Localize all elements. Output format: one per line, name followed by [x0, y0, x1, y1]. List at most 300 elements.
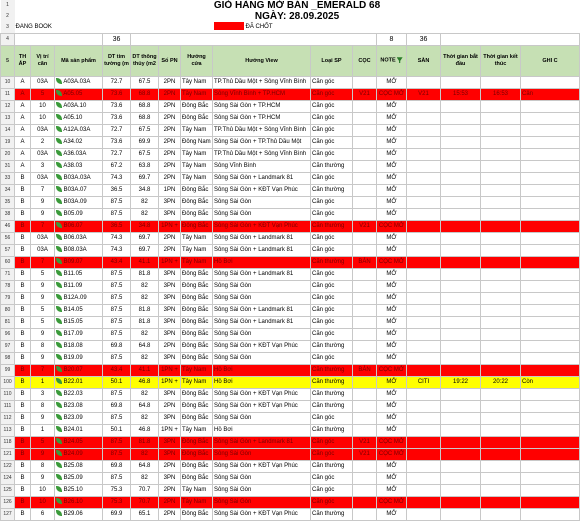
table-cell[interactable]: [521, 269, 580, 281]
table-cell[interactable]: [441, 509, 481, 521]
table-cell[interactable]: 8: [31, 461, 55, 473]
table-cell[interactable]: [521, 173, 580, 185]
table-cell[interactable]: Sông Sài Gòn + KĐT Vạn Phúc: [213, 221, 311, 233]
table-cell[interactable]: MỞ: [377, 353, 407, 365]
table-cell[interactable]: [481, 185, 521, 197]
table-cell[interactable]: [55, 77, 103, 89]
table-cell[interactable]: 82: [131, 197, 159, 209]
table-cell[interactable]: Căn góc: [311, 245, 353, 257]
table-cell[interactable]: [521, 293, 580, 305]
table-cell[interactable]: [521, 161, 580, 173]
row-header[interactable]: 5: [1, 46, 15, 77]
table-cell[interactable]: MỞ: [377, 509, 407, 521]
row-header[interactable]: 121: [1, 449, 15, 461]
table-cell[interactable]: [441, 185, 481, 197]
table-cell[interactable]: [521, 425, 580, 437]
table-cell[interactable]: [441, 137, 481, 149]
table-cell[interactable]: [481, 101, 521, 113]
table-cell[interactable]: [407, 413, 441, 425]
table-cell[interactable]: Còn: [521, 377, 580, 389]
table-cell[interactable]: 3PN: [159, 317, 181, 329]
table-cell[interactable]: [481, 413, 521, 425]
table-cell[interactable]: [407, 425, 441, 437]
table-cell[interactable]: Căn góc: [311, 305, 353, 317]
row-header[interactable]: 118: [1, 437, 15, 449]
table-cell[interactable]: [481, 329, 521, 341]
table-cell[interactable]: 43.4: [103, 365, 131, 377]
table-cell[interactable]: [407, 185, 441, 197]
table-cell[interactable]: [353, 497, 377, 509]
column-header[interactable]: [181, 46, 213, 77]
table-cell[interactable]: 50.1: [103, 425, 131, 437]
table-cell[interactable]: [407, 317, 441, 329]
column-header[interactable]: [311, 46, 353, 77]
table-cell[interactable]: Tây Nam: [181, 245, 213, 257]
table-cell[interactable]: 69.9: [131, 137, 159, 149]
table-cell[interactable]: 3PN: [159, 305, 181, 317]
table-cell[interactable]: Sông Sài Gòn + Landmark 81: [213, 245, 311, 257]
table-cell[interactable]: Tây Nam: [181, 425, 213, 437]
table-cell[interactable]: [55, 197, 103, 209]
table-cell[interactable]: 2PN: [159, 485, 181, 497]
table-cell[interactable]: [521, 149, 580, 161]
table-cell[interactable]: 73.6: [103, 137, 131, 149]
table-cell[interactable]: [481, 365, 521, 377]
table-cell[interactable]: 8: [31, 401, 55, 413]
table-cell[interactable]: [353, 233, 377, 245]
table-cell[interactable]: [55, 293, 103, 305]
table-cell[interactable]: Đông Bắc: [181, 449, 213, 461]
table-cell[interactable]: Sông Sài Gòn + KĐT Vạn Phúc: [213, 461, 311, 473]
table-cell[interactable]: Đông Bắc: [181, 353, 213, 365]
table-cell[interactable]: [353, 425, 377, 437]
table-cell[interactable]: Căn góc: [311, 125, 353, 137]
table-cell[interactable]: 75.3: [103, 485, 131, 497]
table-cell[interactable]: Tây Nam: [181, 161, 213, 173]
table-cell[interactable]: 10: [31, 113, 55, 125]
table-cell[interactable]: [441, 173, 481, 185]
table-cell[interactable]: B: [15, 293, 31, 305]
table-cell[interactable]: MỞ: [377, 473, 407, 485]
table-cell[interactable]: 7: [31, 365, 55, 377]
table-cell[interactable]: 73.6: [103, 113, 131, 125]
table-cell[interactable]: [407, 485, 441, 497]
table-cell[interactable]: Đông Bắc: [181, 185, 213, 197]
table-cell[interactable]: [55, 317, 103, 329]
table-cell[interactable]: 69.8: [103, 461, 131, 473]
table-cell[interactable]: MỞ: [377, 209, 407, 221]
table-cell[interactable]: [481, 197, 521, 209]
row-header[interactable]: 19: [1, 137, 15, 149]
table-cell[interactable]: [441, 305, 481, 317]
table-cell[interactable]: [521, 137, 580, 149]
table-cell[interactable]: [481, 497, 521, 509]
row-header[interactable]: 99: [1, 365, 15, 377]
row-header[interactable]: 125: [1, 485, 15, 497]
table-cell[interactable]: 2PN: [159, 149, 181, 161]
table-cell[interactable]: [521, 401, 580, 413]
table-cell[interactable]: 82: [131, 413, 159, 425]
table-cell[interactable]: 2PN: [159, 245, 181, 257]
table-cell[interactable]: Đông Bắc: [181, 461, 213, 473]
table-cell[interactable]: 64.8: [131, 401, 159, 413]
table-cell[interactable]: Sông Sài Gòn: [213, 281, 311, 293]
table-cell[interactable]: 68.8: [131, 113, 159, 125]
table-cell[interactable]: 65.1: [131, 509, 159, 521]
table-cell[interactable]: [441, 125, 481, 137]
table-cell[interactable]: Sông Sài Gòn + TP.HCM: [213, 113, 311, 125]
table-cell[interactable]: 2PN: [159, 89, 181, 101]
table-cell[interactable]: MỞ: [377, 101, 407, 113]
table-cell[interactable]: [481, 173, 521, 185]
column-header[interactable]: [159, 46, 181, 77]
table-cell[interactable]: Tây Nam: [181, 497, 213, 509]
table-cell[interactable]: MỞ: [377, 173, 407, 185]
table-cell[interactable]: [481, 113, 521, 125]
row-header[interactable]: 124: [1, 473, 15, 485]
table-cell[interactable]: Căn góc: [311, 197, 353, 209]
table-cell[interactable]: TP.Thủ Dầu Một + Sông Vĩnh Bình: [213, 149, 311, 161]
table-cell[interactable]: MỞ: [377, 305, 407, 317]
table-cell[interactable]: [353, 113, 377, 125]
table-cell[interactable]: CỌC MỞ: [377, 221, 407, 233]
table-cell[interactable]: Căn thường: [311, 425, 353, 437]
table-cell[interactable]: Sông Sài Gòn + TP.Thủ Dầu Một: [213, 137, 311, 149]
table-cell[interactable]: 87.5: [103, 305, 131, 317]
table-cell[interactable]: Căn góc: [311, 101, 353, 113]
table-cell[interactable]: Hồ Bơi: [213, 257, 311, 269]
column-header[interactable]: [31, 46, 55, 77]
table-cell[interactable]: [481, 425, 521, 437]
table-cell[interactable]: 5: [31, 317, 55, 329]
table-cell[interactable]: MỞ: [377, 281, 407, 293]
table-cell[interactable]: [353, 137, 377, 149]
table-cell[interactable]: 72.7: [103, 77, 131, 89]
table-cell[interactable]: MỞ: [377, 77, 407, 89]
table-cell[interactable]: Sông Sài Gòn + KĐT Vạn Phúc: [213, 401, 311, 413]
table-cell[interactable]: 67.5: [131, 77, 159, 89]
column-header[interactable]: [481, 46, 521, 77]
table-cell[interactable]: MỞ: [377, 161, 407, 173]
table-cell[interactable]: Sông Sài Gòn + KĐT Vạn Phúc: [213, 389, 311, 401]
table-cell[interactable]: [441, 209, 481, 221]
table-cell[interactable]: Sông Vĩnh Bình: [213, 161, 311, 173]
row-header[interactable]: 20: [1, 149, 15, 161]
row-header[interactable]: 80: [1, 305, 15, 317]
table-cell[interactable]: [441, 425, 481, 437]
table-cell[interactable]: [481, 149, 521, 161]
column-header[interactable]: [521, 46, 580, 77]
table-cell[interactable]: 2PN: [159, 461, 181, 473]
table-cell[interactable]: 69.8: [103, 401, 131, 413]
table-cell[interactable]: [55, 389, 103, 401]
table-cell[interactable]: 3PN: [159, 389, 181, 401]
table-cell[interactable]: [521, 209, 580, 221]
table-cell[interactable]: 16:53: [481, 89, 521, 101]
table-cell[interactable]: CỌC MỞ: [377, 497, 407, 509]
table-cell[interactable]: [441, 473, 481, 485]
table-cell[interactable]: A: [15, 137, 31, 149]
table-cell[interactable]: [353, 329, 377, 341]
table-cell[interactable]: 3PN: [159, 281, 181, 293]
table-cell[interactable]: [521, 185, 580, 197]
row-header[interactable]: 31: [1, 161, 15, 173]
table-cell[interactable]: [353, 389, 377, 401]
table-cell[interactable]: Đông Bắc: [181, 329, 213, 341]
table-cell[interactable]: B: [15, 509, 31, 521]
table-cell[interactable]: [55, 509, 103, 521]
table-cell[interactable]: [55, 89, 103, 101]
column-header[interactable]: [103, 46, 131, 77]
table-cell[interactable]: [407, 221, 441, 233]
table-cell[interactable]: [407, 197, 441, 209]
table-cell[interactable]: 69.9: [103, 509, 131, 521]
table-cell[interactable]: [521, 77, 580, 89]
table-cell[interactable]: CỌC MỞ: [377, 257, 407, 269]
table-cell[interactable]: 81.8: [131, 317, 159, 329]
row-header[interactable]: 78: [1, 281, 15, 293]
table-cell[interactable]: 73.6: [103, 101, 131, 113]
table-cell[interactable]: 87.5: [103, 281, 131, 293]
table-cell[interactable]: [521, 125, 580, 137]
table-cell[interactable]: 82: [131, 449, 159, 461]
table-cell[interactable]: Đông Bắc: [181, 341, 213, 353]
table-cell[interactable]: [353, 353, 377, 365]
table-cell[interactable]: 68.8: [131, 101, 159, 113]
table-cell[interactable]: Căn thường: [311, 389, 353, 401]
table-cell[interactable]: 03A: [31, 233, 55, 245]
column-header[interactable]: [377, 46, 407, 77]
table-cell[interactable]: 9: [31, 281, 55, 293]
table-cell[interactable]: [407, 209, 441, 221]
row-header[interactable]: 4: [1, 34, 15, 46]
table-cell[interactable]: 36.5: [103, 185, 131, 197]
table-cell[interactable]: Sông Sài Gòn: [213, 497, 311, 509]
table-cell[interactable]: [407, 401, 441, 413]
table-cell[interactable]: B: [15, 401, 31, 413]
table-cell[interactable]: 46.8: [131, 425, 159, 437]
table-cell[interactable]: MỞ: [377, 329, 407, 341]
row-header[interactable]: 100: [1, 377, 15, 389]
table-cell[interactable]: [441, 161, 481, 173]
row-header[interactable]: 33: [1, 173, 15, 185]
table-cell[interactable]: 5: [31, 269, 55, 281]
table-cell[interactable]: 41.1: [131, 257, 159, 269]
table-cell[interactable]: Đông Bắc: [181, 317, 213, 329]
table-cell[interactable]: 9: [31, 329, 55, 341]
table-cell[interactable]: 19:22: [441, 377, 481, 389]
table-cell[interactable]: [521, 509, 580, 521]
table-cell[interactable]: [441, 317, 481, 329]
table-cell[interactable]: Hồ Bơi: [213, 377, 311, 389]
table-cell[interactable]: V21: [353, 437, 377, 449]
table-cell[interactable]: Căn thường: [311, 401, 353, 413]
table-cell[interactable]: MỞ: [377, 197, 407, 209]
table-cell[interactable]: 87.5: [103, 317, 131, 329]
table-cell[interactable]: MỞ: [377, 377, 407, 389]
table-cell[interactable]: A: [15, 113, 31, 125]
table-cell[interactable]: [441, 413, 481, 425]
table-cell[interactable]: 82: [131, 329, 159, 341]
table-cell[interactable]: Căn thường: [311, 461, 353, 473]
table-cell[interactable]: 73.6: [103, 89, 131, 101]
table-cell[interactable]: MỞ: [377, 245, 407, 257]
row-header[interactable]: 98: [1, 353, 15, 365]
table-cell[interactable]: [441, 497, 481, 509]
table-cell[interactable]: BẢN: [353, 257, 377, 269]
table-cell[interactable]: 64.8: [131, 341, 159, 353]
table-cell[interactable]: [55, 125, 103, 137]
table-cell[interactable]: [407, 509, 441, 521]
table-cell[interactable]: [441, 365, 481, 377]
table-cell[interactable]: [353, 161, 377, 173]
table-cell[interactable]: [55, 497, 103, 509]
row-header[interactable]: 81: [1, 317, 15, 329]
table-cell[interactable]: 7: [31, 221, 55, 233]
table-cell[interactable]: Đông Bắc: [181, 101, 213, 113]
table-cell[interactable]: [481, 245, 521, 257]
table-cell[interactable]: [441, 257, 481, 269]
table-cell[interactable]: 87.5: [103, 197, 131, 209]
table-cell[interactable]: MỞ: [377, 125, 407, 137]
table-cell[interactable]: [481, 341, 521, 353]
table-cell[interactable]: 3PN: [159, 209, 181, 221]
table-cell[interactable]: B: [15, 473, 31, 485]
table-cell[interactable]: Đông Bắc: [181, 113, 213, 125]
table-cell[interactable]: [353, 317, 377, 329]
row-header[interactable]: 1: [1, 0, 15, 11]
row-header[interactable]: 3: [1, 22, 15, 34]
table-cell[interactable]: 10: [31, 497, 55, 509]
table-cell[interactable]: [353, 185, 377, 197]
table-cell[interactable]: [55, 449, 103, 461]
table-cell[interactable]: [407, 233, 441, 245]
row-header[interactable]: 11: [1, 89, 15, 101]
table-cell[interactable]: [353, 101, 377, 113]
table-cell[interactable]: [55, 113, 103, 125]
table-cell[interactable]: Căn góc: [311, 437, 353, 449]
table-cell[interactable]: Tây Nam: [181, 77, 213, 89]
table-cell[interactable]: 46.8: [131, 377, 159, 389]
table-cell[interactable]: B: [15, 173, 31, 185]
table-cell[interactable]: Sông Sài Gòn + KĐT Vạn Phúc: [213, 341, 311, 353]
table-cell[interactable]: [55, 257, 103, 269]
table-cell[interactable]: 1PN: [159, 185, 181, 197]
table-cell[interactable]: [481, 473, 521, 485]
table-cell[interactable]: 1PN +: [159, 257, 181, 269]
table-cell[interactable]: Tây Nam: [181, 485, 213, 497]
table-cell[interactable]: Đông Bắc: [181, 389, 213, 401]
table-cell[interactable]: 9: [31, 209, 55, 221]
table-cell[interactable]: [521, 437, 580, 449]
table-cell[interactable]: Đông Bắc: [181, 269, 213, 281]
column-header[interactable]: [407, 46, 441, 77]
table-cell[interactable]: Sông Sài Gòn + Landmark 81: [213, 173, 311, 185]
table-cell[interactable]: 43.4: [103, 257, 131, 269]
table-cell[interactable]: B: [15, 257, 31, 269]
table-cell[interactable]: B: [15, 305, 31, 317]
table-cell[interactable]: Căn thường: [311, 377, 353, 389]
table-cell[interactable]: Căn thường: [311, 365, 353, 377]
table-cell[interactable]: [441, 281, 481, 293]
table-cell[interactable]: [521, 233, 580, 245]
table-cell[interactable]: Sông Sài Gòn: [213, 449, 311, 461]
table-cell[interactable]: A: [15, 161, 31, 173]
table-cell[interactable]: B: [15, 185, 31, 197]
table-cell[interactable]: Sông Sài Gòn + KĐT Vạn Phúc: [213, 509, 311, 521]
table-cell[interactable]: Căn góc: [311, 413, 353, 425]
table-cell[interactable]: [521, 413, 580, 425]
table-cell[interactable]: Đông Bắc: [181, 197, 213, 209]
table-cell[interactable]: B: [15, 377, 31, 389]
table-cell[interactable]: B: [15, 485, 31, 497]
table-cell[interactable]: [353, 377, 377, 389]
table-cell[interactable]: Đông Bắc: [181, 221, 213, 233]
table-cell[interactable]: 5: [31, 305, 55, 317]
table-cell[interactable]: [55, 269, 103, 281]
table-cell[interactable]: B: [15, 233, 31, 245]
table-cell[interactable]: [441, 77, 481, 89]
table-cell[interactable]: [55, 461, 103, 473]
table-cell[interactable]: [353, 125, 377, 137]
table-cell[interactable]: [521, 113, 580, 125]
table-cell[interactable]: 3PN: [159, 293, 181, 305]
table-cell[interactable]: Căn góc: [311, 353, 353, 365]
table-cell[interactable]: B: [15, 365, 31, 377]
table-cell[interactable]: [353, 413, 377, 425]
table-cell[interactable]: 74.3: [103, 245, 131, 257]
table-cell[interactable]: Sông Sài Gòn: [213, 293, 311, 305]
table-cell[interactable]: Căn góc: [311, 485, 353, 497]
table-cell[interactable]: 9: [31, 449, 55, 461]
table-cell[interactable]: [441, 449, 481, 461]
table-cell[interactable]: Sông Sài Gòn: [213, 329, 311, 341]
table-cell[interactable]: [407, 365, 441, 377]
table-cell[interactable]: MỞ: [377, 293, 407, 305]
table-cell[interactable]: [481, 257, 521, 269]
table-cell[interactable]: Sông Sài Gòn + Landmark 81: [213, 269, 311, 281]
table-cell[interactable]: [521, 365, 580, 377]
table-cell[interactable]: [353, 77, 377, 89]
table-cell[interactable]: 69.7: [131, 173, 159, 185]
table-cell[interactable]: MỞ: [377, 401, 407, 413]
table-cell[interactable]: 72.7: [103, 125, 131, 137]
table-cell[interactable]: B: [15, 281, 31, 293]
table-cell[interactable]: [407, 245, 441, 257]
table-cell[interactable]: [55, 161, 103, 173]
table-cell[interactable]: Hồ Bơi: [213, 425, 311, 437]
table-cell[interactable]: [353, 293, 377, 305]
table-cell[interactable]: [353, 269, 377, 281]
table-cell[interactable]: [353, 281, 377, 293]
table-cell[interactable]: 2PN: [159, 509, 181, 521]
table-cell[interactable]: B: [15, 389, 31, 401]
table-cell[interactable]: Căn thường: [311, 509, 353, 521]
table-cell[interactable]: [353, 245, 377, 257]
table-cell[interactable]: 70.7: [131, 485, 159, 497]
table-cell[interactable]: [55, 281, 103, 293]
table-cell[interactable]: [407, 497, 441, 509]
table-cell[interactable]: Tây Nam: [181, 89, 213, 101]
table-cell[interactable]: 34.8: [131, 185, 159, 197]
table-cell[interactable]: [481, 437, 521, 449]
table-cell[interactable]: Tây Nam: [181, 377, 213, 389]
column-header[interactable]: [55, 46, 103, 77]
column-header[interactable]: [353, 46, 377, 77]
table-cell[interactable]: 9: [31, 197, 55, 209]
table-cell[interactable]: B: [15, 461, 31, 473]
table-cell[interactable]: Căn góc: [311, 497, 353, 509]
